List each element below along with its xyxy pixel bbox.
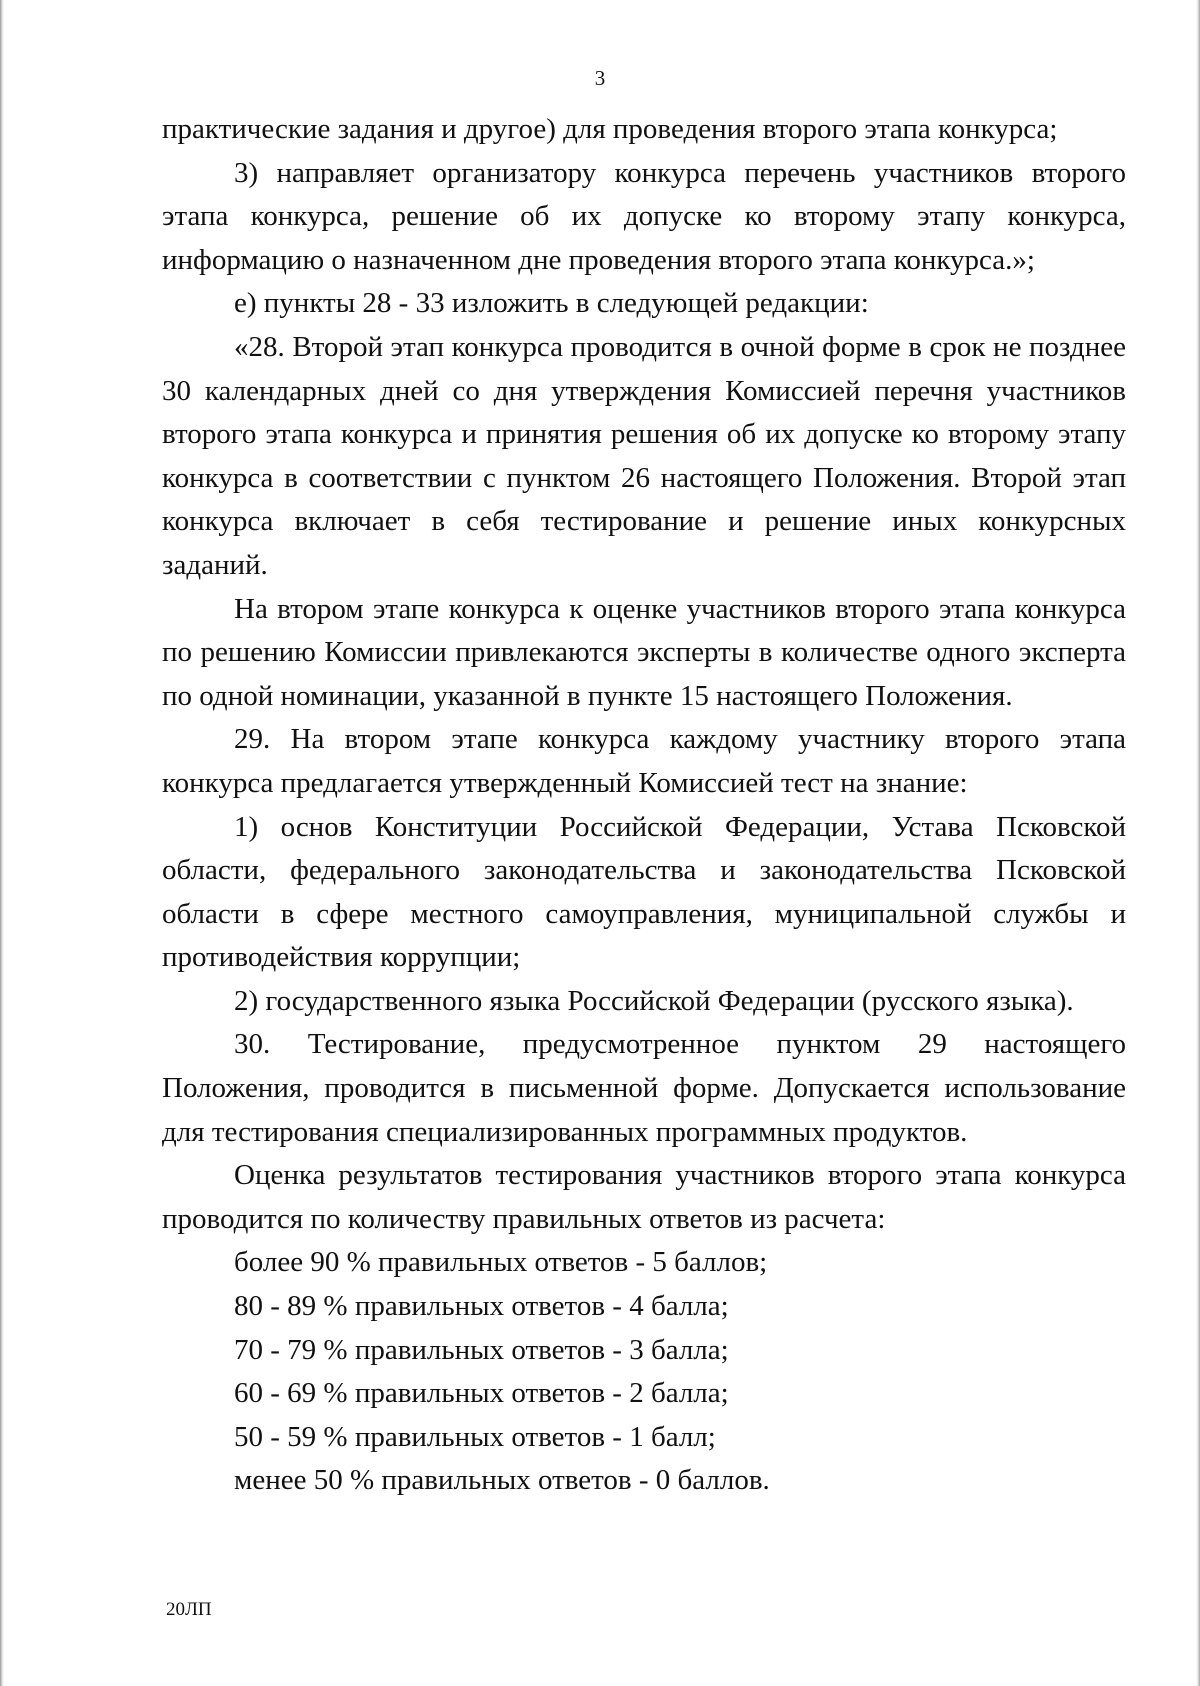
scoring-list <box>162 1241 1126 1503</box>
paragraph-test-item-2: 2) государственного языка Российской Федерации (русского языка). <box>234 984 1074 1017</box>
paragraph-continuation: практические задания и другое) для проведения второго этапа конкурса; <box>162 113 1058 145</box>
paragraph-evaluation: Оценка результатов тестирования участников второго этапа конкурса проводится по количеству правильных ответов из расчета: <box>162 1159 1126 1235</box>
paragraph-point-28: «28. Второй этап конкурса проводится в очной форме в срок не позднее 30 календарных дней со дня утверждения Комиссией перечня участников второго этапа конкурса и принятия решения об их допуске ко второму этапу конкурса в соответствии с пунктом 26 настоящего Положения. Второй этап конкурса включает в себя тестирование и решение иных конкурсных заданий. <box>162 330 1126 581</box>
paragraph-item-3: 3) направляет организатору конкурса перечень участников второго этапа конкурса, решение об их допуске ко второму этапу конкурса, информацию о назначенном дне проведения второго этапа конкурса.»; <box>162 156 1126 276</box>
paragraph-point-30: 30. Тестирование, предусмотренное пунктом 29 настоящего Положения, проводится в письменной форме. Допускается использование для тестирования специализированных программных продуктов. <box>162 1028 1126 1148</box>
scoring-line: 80 - 89 % правильных ответов - 4 балла; <box>234 1290 729 1323</box>
document-code: 20ЛП <box>166 1599 212 1620</box>
document-body <box>162 108 1126 1503</box>
scan-right-edge <box>1196 0 1200 1686</box>
paragraph-experts: На втором этапе конкурса к оценке участников второго этапа конкурса по решению Комиссии привлекаются эксперты в количестве одного эксперта по одной номинации, указанной в пункте 15 настоящего Положения. <box>162 592 1126 712</box>
scan-left-edge <box>0 0 4 1686</box>
page-number: 3 <box>594 66 606 90</box>
scoring-line: 70 - 79 % правильных ответов - 3 балла; <box>234 1333 729 1366</box>
scoring-line: 50 - 59 % правильных ответов - 1 балл; <box>234 1420 716 1453</box>
scoring-line: 60 - 69 % правильных ответов - 2 балла; <box>234 1377 729 1410</box>
paragraph-subpoint-e: е) пункты 28 - 33 изложить в следующей редакции: <box>234 287 869 320</box>
paragraph-test-item-1: 1) основ Конституции Российской Федерации, Устава Псковской области, федерального законодательства и законодательства Псковской области в сфере местного самоуправления, муниципальной службы и противодействия коррупции; <box>162 810 1126 974</box>
paragraph-point-29: 29. На втором этапе конкурса каждому участнику второго этапа конкурса предлагается утвержденный Комиссией тест на знание: <box>162 723 1126 799</box>
scoring-line: более 90 % правильных ответов - 5 баллов; <box>234 1246 768 1279</box>
scoring-line: менее 50 % правильных ответов - 0 баллов. <box>234 1464 770 1497</box>
